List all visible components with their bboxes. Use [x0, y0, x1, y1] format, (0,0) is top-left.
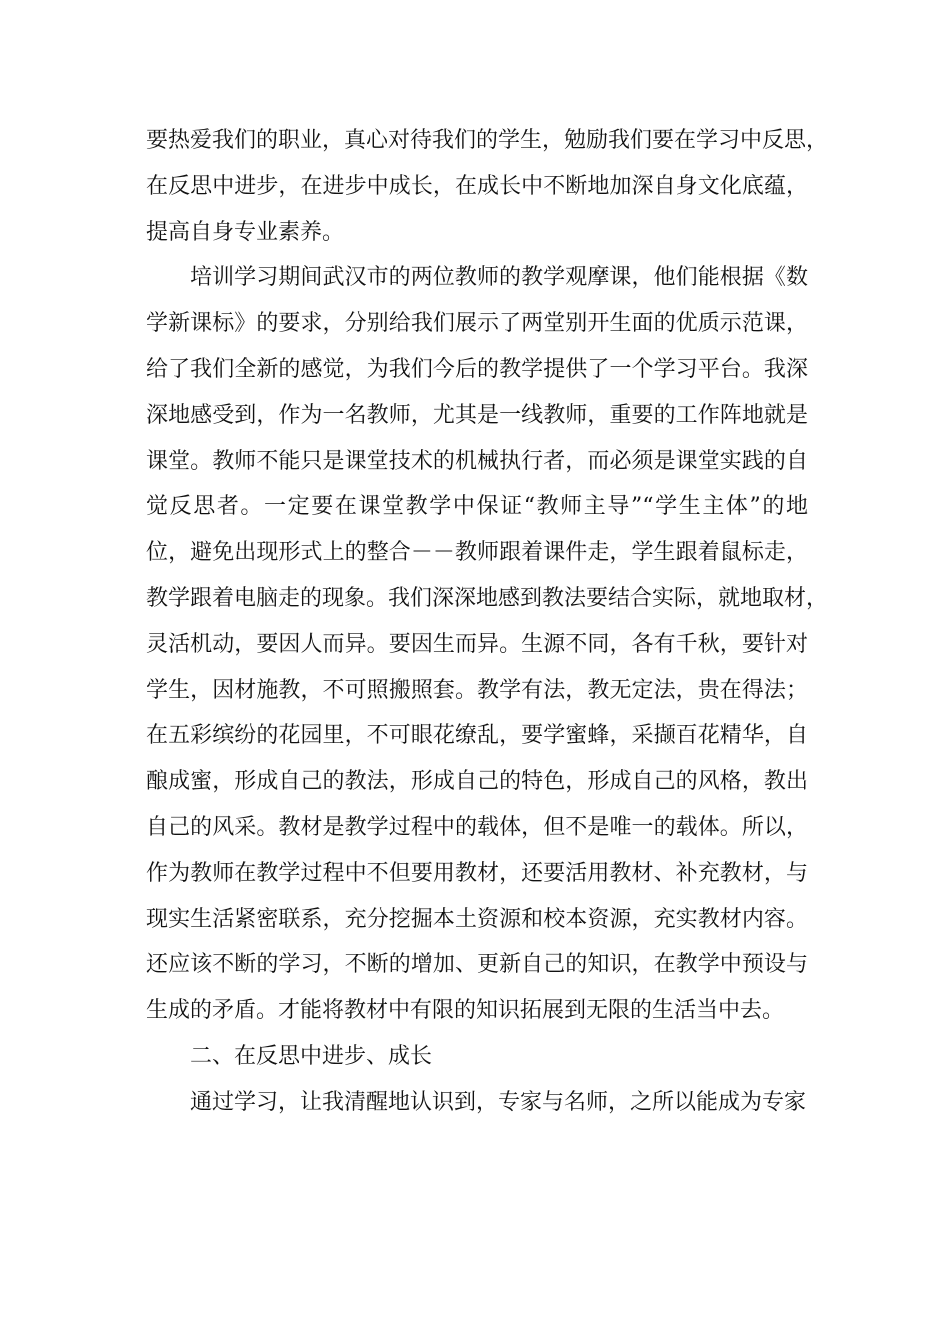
paragraph-p4 [146, 1080, 808, 1126]
text-line: 教学跟着电脑走的现象。我们深深地感到教法要结合实际，就地取材， [146, 585, 829, 611]
text-line: 在五彩缤纷的花园里，不可眼花缭乱，要学蜜蜂，采撷百花精华，自 [146, 723, 808, 749]
text-line: 学生，因材施教，不可照搬照套。教学有法，教无定法，贵在得法； [146, 677, 808, 703]
text-line: 还应该不断的学习，不断的增加、更新自己的知识，在教学中预设与 [146, 952, 808, 978]
text-line: 培训学习期间武汉市的两位教师的教学观摩课，他们能根据《数 [190, 265, 808, 291]
text-line: 觉反思者。一定要在课堂教学中保证“教师主导”“学生主体”的地 [146, 494, 808, 520]
text-line: 生成的矛盾。才能将教材中有限的知识拓展到无限的生活当中去。 [146, 998, 785, 1024]
paragraph-p3 [146, 1034, 808, 1080]
text-line: 深地感受到，作为一名教师，尤其是一线教师，重要的工作阵地就是 [146, 402, 808, 428]
text-line: 灵活机动，要因人而异。要因生而异。生源不同，各有千秋，要针对 [146, 631, 808, 657]
text-line: 提高自身专业素养。 [146, 219, 345, 245]
text-line: 二、在反思中进步、成长 [190, 1043, 433, 1069]
text-line: 给了我们全新的感觉，为我们今后的教学提供了一个学习平台。我深 [146, 356, 808, 382]
text-line: 酿成蜜，形成自己的教法，形成自己的特色，形成自己的风格，教出 [146, 769, 808, 795]
text-line: 学新课标》的要求，分别给我们展示了两堂别开生面的优质示范课， [146, 311, 808, 337]
text-line: 在反思中进步，在进步中成长，在成长中不断地加深自身文化底蕴， [146, 173, 808, 199]
text-line: 现实生活紧密联系，充分挖掘本土资源和校本资源，充实教材内容。 [146, 906, 808, 932]
text-line: 课堂。教师不能只是课堂技术的机械执行者，而必须是课堂实践的自 [146, 448, 808, 474]
text-line: 作为教师在教学过程中不但要用教材，还要活用教材、补充教材，与 [146, 860, 808, 886]
text-line: 自己的风采。教材是教学过程中的载体，但不是唯一的载体。所以， [146, 814, 808, 840]
text-line: 位，避免出现形式上的整合－－教师跟着课件走，学生跟着鼠标走， [146, 540, 808, 566]
text-line: 通过学习，让我清醒地认识到，专家与名师，之所以能成为专家 [190, 1089, 807, 1115]
paragraph-p1 [146, 118, 829, 255]
document-body [146, 118, 829, 1126]
text-line: 要热爱我们的职业，真心对待我们的学生，勉励我们要在学习中反思， [146, 128, 829, 153]
paragraph-p2 [146, 255, 829, 1034]
